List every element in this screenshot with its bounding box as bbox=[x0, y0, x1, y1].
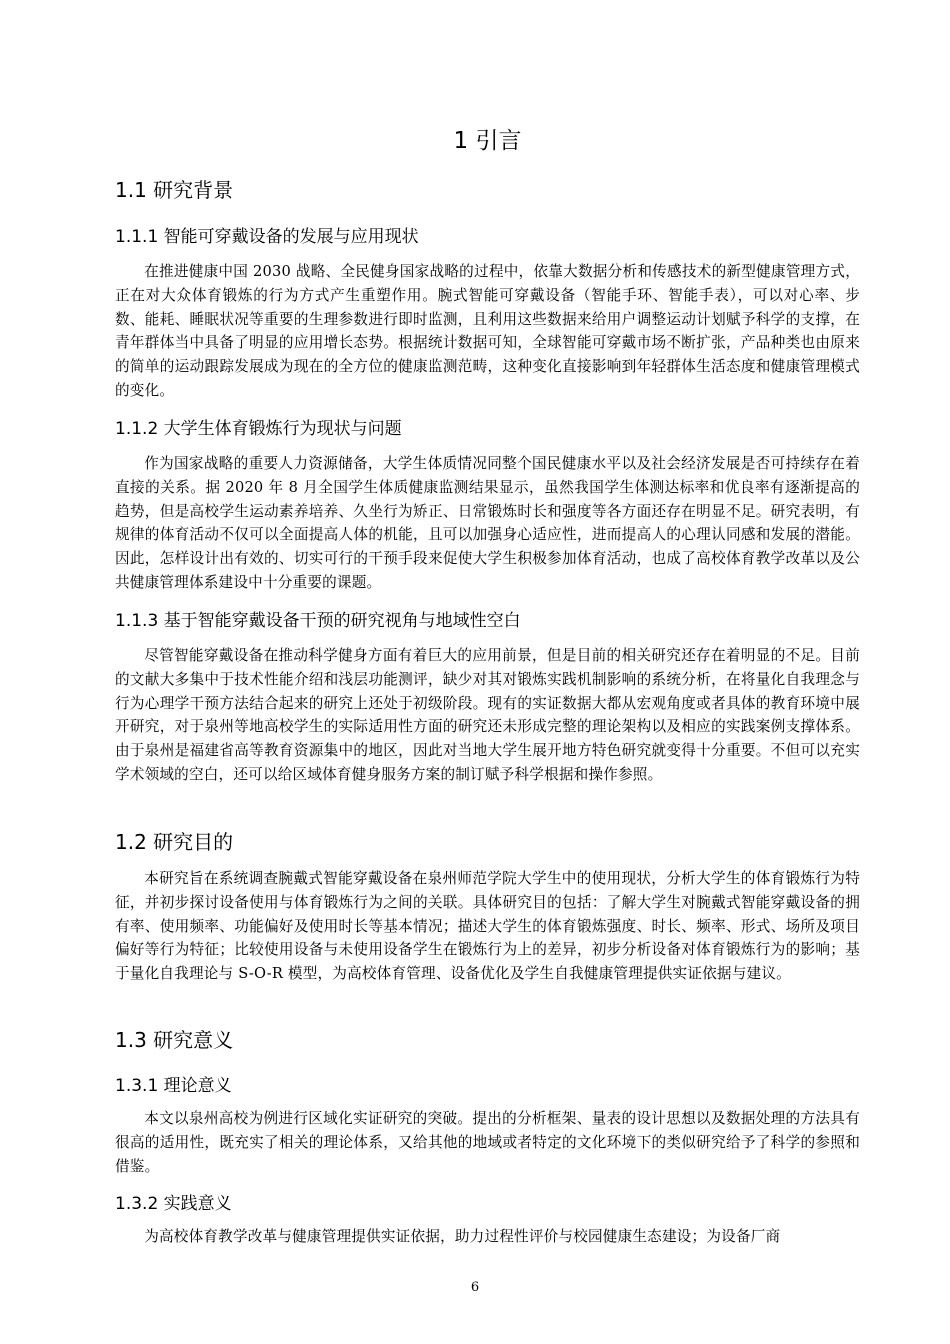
paragraph-1-3-1: 本文以泉州高校为例进行区域化实证研究的突破。提出的分析框架、量表的设计思想以及数据处理的方法具有很高的适用性，既充实了相关的理论体系，又给其他的地域或者特定的文化环境下的类似研究给予了科学的参照和借鉴。 bbox=[115, 1110, 860, 1175]
paragraph-1-1-1: 在推进健康中国 2030 战略、全民健身国家战略的过程中，依靠大数据分析和传感技术的新型健康管理方式，正在对大众体育锻炼的行为方式产生重塑作用。腕式智能可穿戴设备（智能手环、智能手表），可以对心率、步数、能耗、睡眠状况等重要的生理参数进行即时监测，且利用这些数据来给用户调整运动计划赋予科学的支撑，在青年群体当中具备了明显的应用增长态势。根据统计数据可知，全球智能可穿戴市场不断扩张，产品种类也由原来的简单的运动跟踪发展成为现在的全方位的健康监测范畴，这种变化直接影响到年轻群体生活态度和健康管理模式的变化。 bbox=[115, 263, 860, 399]
section-heading-1-1: 1.1 研究背景 bbox=[115, 178, 234, 202]
subsection-heading-1-1-2: 1.1.2 大学生体育锻炼行为现状与问题 bbox=[115, 419, 402, 439]
subsection-heading-1-3-1: 1.3.1 理论意义 bbox=[115, 1076, 232, 1096]
paragraph-1-2: 本研究旨在系统调查腕戴式智能穿戴设备在泉州师范学院大学生中的使用现状，分析大学生的体育锻炼行为特征，并初步探讨设备使用与体育锻炼行为之间的关联。具体研究目的包括：了解大学生对腕戴式智能穿戴设备的拥有率、使用频率、功能偏好及使用时长等基本情况；描述大学生的体育锻炼强度、时长、频率、形式、场所及项目偏好等行为特征；比较使用设备与未使用设备学生在锻炼行为上的差异，初步分析设备对体育锻炼行为的影响；基于量化自我理论与 S-O-R 模型，为高校体育管理、设备优化及学生自我健康管理提供实证依据与建议。 bbox=[115, 870, 860, 983]
paragraph-1-1-3: 尽管智能穿戴设备在推动科学健身方面有着巨大的应用前景，但是目前的相关研究还存在着明显的不足。目前的文献大多集中于技术性能介绍和浅层功能测评，缺少对其对锻炼实践机制影响的系统分析，在将量化自我理念与行为心理学干预方法结合起来的研究上还处于初级阶段。现有的实证数据大都从宏观角度或者具体的教育环境中展开研究，对于泉州等地高校学生的实际适用性方面的研究还未形成完整的理论架构以及相应的实践案例支撑体系。由于泉州是福建省高等教育资源集中的地区，因此对当地大学生展开地方特色研究就变得十分重要。不但可以充实学术领域的空白，还可以给区域体育健身服务方案的制订赋予科学根据和操作参照。 bbox=[115, 647, 860, 783]
chapter-title: 1 引言 bbox=[453, 128, 522, 154]
page-number: 6 bbox=[470, 1280, 480, 1295]
subsection-heading-1-1-3: 1.1.3 基于智能穿戴设备干预的研究视角与地域性空白 bbox=[115, 611, 521, 631]
section-heading-1-2: 1.2 研究目的 bbox=[115, 830, 234, 854]
section-heading-1-3: 1.3 研究意义 bbox=[115, 1028, 234, 1052]
subsection-heading-1-3-2: 1.3.2 实践意义 bbox=[115, 1194, 232, 1214]
paragraph-1-3-2: 为高校体育教学改革与健康管理提供实证依据，助力过程性评价与校园健康生态建设；为设备厂商 bbox=[144, 1228, 781, 1245]
paragraph-1-1-2: 作为国家战略的重要人力资源储备，大学生体质情况同整个国民健康水平以及社会经济发展是否可持续存在着直接的关系。据 2020 年 8 月全国学生体质健康监测结果显示，虽然我国学生体测达标率和优良率有逐渐提高的趋势，但是高校学生运动素养培养、久坐行为矫正、日常锻炼时长和强度等各方面还存在明显不足。研究表明，有规律的体育活动不仅可以全面提高人体的机能，且可以加强身心适应性，进而提高人的心理认同感和发展的潜能。因此，怎样设计出有效的、切实可行的干预手段来促使大学生积极参加体育活动，也成了高校体育教学改革以及公共健康管理体系建设中十分重要的课题。 bbox=[115, 455, 860, 591]
subsection-heading-1-1-1: 1.1.1 智能可穿戴设备的发展与应用现状 bbox=[115, 227, 419, 247]
